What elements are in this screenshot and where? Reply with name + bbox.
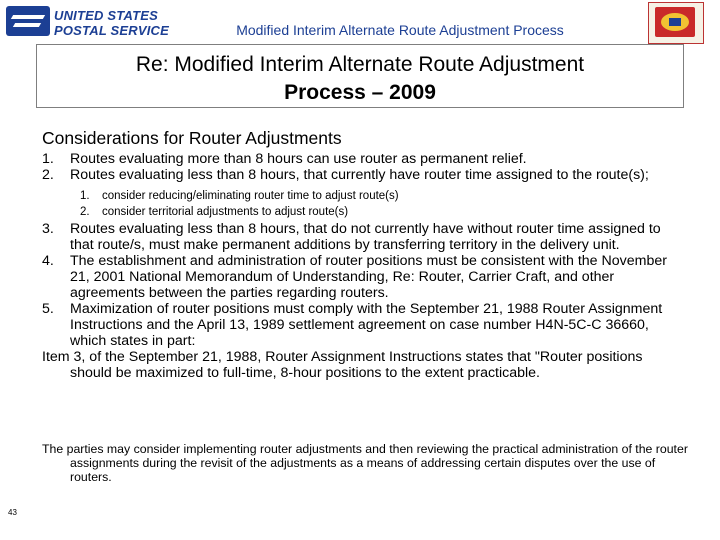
list-item-number: 3. (42, 221, 54, 237)
list-item (42, 167, 682, 183)
logo-text-line1: UNITED STATES (54, 8, 158, 23)
list-item-text: Routes evaluating more than 8 hours can use router as permanent relief. (70, 151, 527, 167)
slide-title-line2: Process – 2009 (284, 81, 436, 104)
list-item-number: 5. (42, 301, 54, 317)
sub-list-item (42, 205, 682, 219)
list-item (42, 221, 682, 253)
section-heading: Considerations for Router Adjustments (42, 128, 342, 148)
sub-list-item (42, 189, 682, 203)
footnote-paragraph: The parties may consider implementing router adjustments and then reviewing the practical administration of the router assignments during the revisit of the adjustments as a means of addressing certain disputes over the use of routers. (42, 442, 688, 484)
list-item-text: Maximization of router positions must comply with the September 21, 1988 Router Assignment Instructions and the April 13, 1989 settlement agreement on case number H4N-5C-C 36660, which states in part: (70, 301, 663, 349)
considerations-list (42, 151, 682, 381)
logo-text-line2: POSTAL SERVICE (54, 23, 170, 38)
header-title: Modified Interim Alternate Route Adjustment Process (236, 22, 564, 38)
union-seal-icon (648, 2, 704, 44)
sub-list-item-text: consider reducing/eliminating router time to adjust route(s) (102, 190, 399, 202)
sub-list-item-number: 2. (80, 206, 90, 218)
list-item (42, 253, 682, 301)
list-item-text: The establishment and administration of router positions must be consistent with the November 21, 2001 National Memorandum of Understanding, Re: Router, Carrier Craft, and other agreements between the parties regarding routers. (70, 253, 667, 301)
list-item-number: 4. (42, 253, 54, 269)
sub-list-item-text: consider territorial adjustments to adjust route(s) (102, 206, 349, 218)
list-item (42, 301, 682, 349)
slide-title-line1: Re: Modified Interim Alternate Route Adjustment (135, 53, 585, 76)
quoted-paragraph: Item 3, of the September 21, 1988, Router Assignment Instructions states that "Router positions should be maximized to full-time, 8-hour positions to the extent practicable. (42, 349, 643, 381)
page-number: 43 (8, 508, 17, 517)
list-item-text: Routes evaluating less than 8 hours, that currently have router time assigned to the route(s); (70, 167, 649, 183)
header-bar (0, 0, 720, 44)
list-item-text: Routes evaluating less than 8 hours, that do not currently have without router time assigned to that route/s, must make permanent additions by transferring territory in the delivery unit. (70, 221, 661, 253)
list-item-number: 1. (42, 151, 54, 167)
list-item-number: 2. (42, 167, 54, 183)
list-item (42, 151, 682, 167)
sub-list-item-number: 1. (80, 190, 90, 202)
slide-title-box (36, 44, 684, 108)
eagle-icon (6, 6, 50, 36)
